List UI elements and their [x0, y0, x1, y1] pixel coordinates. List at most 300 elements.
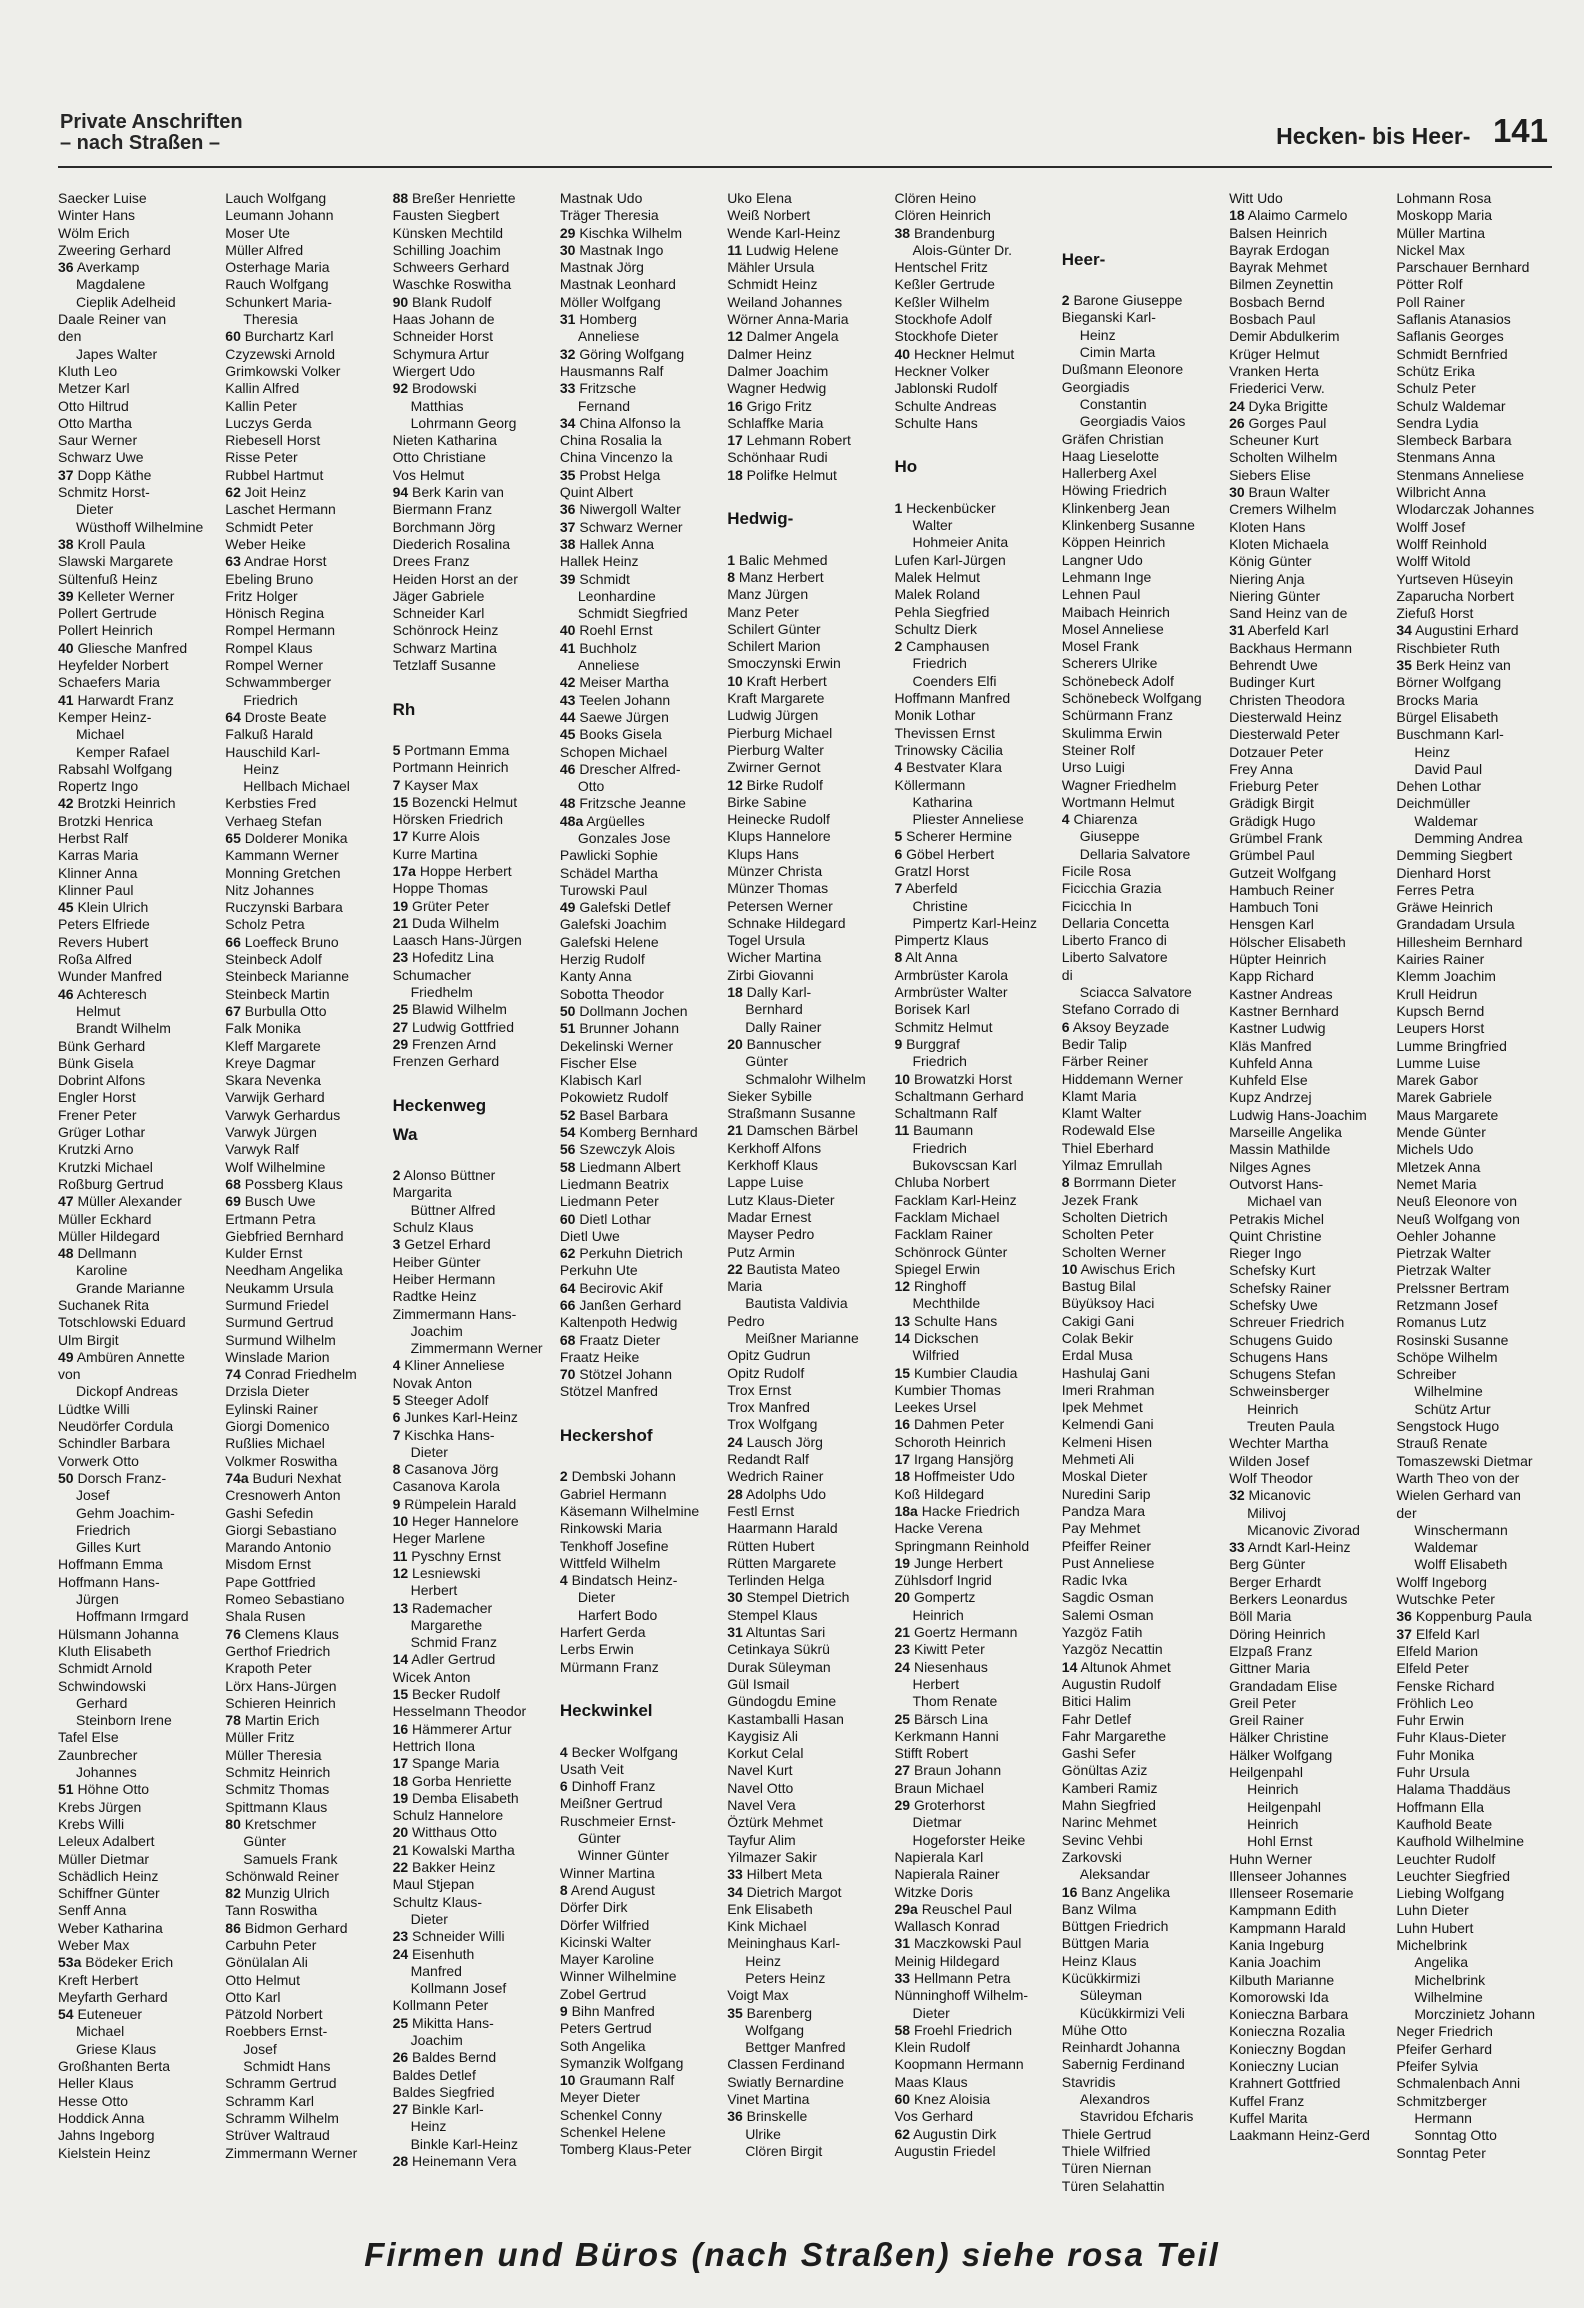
resident-entry: Baldes Siegfried: [392, 2083, 495, 2100]
resident-entry: Bilmen Zeynettin: [1229, 276, 1334, 293]
resident-entry: Treuten Paula: [1247, 1418, 1335, 1435]
resident-entry: Korkut Celal: [727, 1745, 804, 1762]
resident-entry: Slawski Margarete: [58, 553, 174, 570]
resident-entry: 15 Becker Rudolf: [392, 1686, 500, 1703]
resident-entry: Scholten Dietrich: [1061, 1208, 1168, 1225]
resident-entry: 50 Dollmann Jochen: [559, 1002, 688, 1019]
resident-entry: Nickel Max: [1396, 241, 1465, 258]
resident-entry: Mastnak Leonhard: [559, 276, 676, 293]
resident-entry: Schönhaar Rudi: [727, 449, 828, 466]
resident-entry: Kupz Andrzej: [1229, 1089, 1312, 1106]
resident-entry: Heiber Günter: [392, 1253, 481, 1270]
resident-entry: Radtke Heinz: [392, 1288, 477, 1305]
resident-entry: 35 Probst Helga: [559, 466, 661, 483]
house-number: 18: [727, 984, 743, 1001]
resident-entry: Needham Angelika: [225, 1262, 343, 1279]
house-number: 34: [1396, 622, 1412, 639]
resident-entry: 5 Portmann Emma: [392, 741, 510, 758]
resident-entry: Berger Erhardt: [1229, 1573, 1321, 1590]
resident-entry: Terlinden Helga: [727, 1572, 825, 1589]
resident-entry: Wittfeld Wilhelm: [559, 1554, 661, 1571]
resident-entry: 62 Augustin Dirk: [894, 2125, 997, 2142]
resident-entry: Imeri Rrahman: [1061, 1381, 1155, 1398]
resident-entry: Opitz Rudolf: [727, 1364, 805, 1381]
resident-entry: Straßmann Susanne: [727, 1105, 856, 1122]
resident-entry: Eylinski Rainer: [225, 1400, 318, 1417]
resident-entry: Yazgöz Fatih: [1061, 1624, 1143, 1641]
house-number: 17a: [392, 862, 416, 879]
resident-entry: Kücükkirmizi: [1061, 1969, 1141, 1986]
spacer: [393, 725, 556, 742]
resident-entry: Manz Jürgen: [727, 586, 809, 603]
house-number: 27: [894, 1762, 911, 1779]
house-number: 9: [559, 2002, 568, 2019]
resident-entry: Kreye Dagmar: [225, 1054, 316, 1071]
resident-entry: Saur Werner: [58, 432, 138, 449]
house-number: 23: [392, 949, 409, 966]
street-heading: Wa: [392, 1124, 418, 1144]
resident-entry: Oehler Johanne: [1396, 1227, 1497, 1244]
street-heading: Heckwinkel: [559, 1701, 653, 1721]
resident-entry: Kelmeni Hisen: [1061, 1433, 1153, 1450]
resident-entry: Facklam Rainer: [894, 1226, 993, 1243]
house-number: 48a: [559, 812, 584, 829]
resident-entry: Saflanis Georges: [1396, 328, 1504, 345]
resident-entry: Haag Lieselotte: [1061, 447, 1160, 464]
resident-entry: Galefski Joachim: [559, 916, 667, 933]
house-number: 11: [894, 1122, 910, 1139]
resident-entry: 66 Janßen Gerhard: [559, 1297, 682, 1313]
resident-entry: Kilbuth Marianne: [1229, 1971, 1335, 1988]
resident-entry: Pierburg Walter: [727, 741, 824, 758]
house-number: 36: [1396, 1608, 1412, 1625]
resident-entry: Komorowski Ida: [1229, 1988, 1329, 2005]
resident-entry: Vranken Herta: [1229, 362, 1319, 379]
resident-entry: Schmidt Peter: [225, 518, 314, 535]
resident-entry: Stempel Klaus: [727, 1606, 818, 1623]
house-number: 8: [1061, 1174, 1070, 1191]
resident-entry: Luczys Gerda: [225, 414, 312, 431]
street-heading: Rh: [392, 699, 416, 719]
resident-entry: Wolff Josef: [1396, 518, 1466, 535]
resident-entry: Keßler Gertrude: [894, 276, 995, 293]
resident-entry: Köppen Heinrich: [1061, 534, 1166, 551]
street-heading: Hedwig-: [727, 509, 794, 529]
resident-entry: Steinbeck Marianne: [225, 968, 350, 985]
resident-entry: 18a Hacke Friedrich: [894, 1502, 1020, 1519]
resident-entry: Krapoth Peter: [225, 1660, 312, 1677]
resident-entry: Giorgi Domenico: [225, 1418, 330, 1435]
resident-entry: Roßa Alfred: [58, 951, 132, 968]
house-number: 66: [225, 933, 241, 950]
resident-entry: Katharina: [912, 793, 973, 810]
resident-entry: 64 Droste Beate: [225, 708, 327, 725]
resident-entry: Künsken Mechtild: [392, 224, 504, 241]
resident-entry: Scheuner Kurt: [1229, 432, 1319, 449]
resident-entry: 2 Dembski Johann: [559, 1468, 676, 1485]
resident-entry: Müller Hildegard: [58, 1227, 160, 1244]
resident-entry: 58 Liedmann Albert: [559, 1158, 681, 1175]
house-number: 51: [58, 1781, 74, 1798]
resident-entry: Wagner Hedwig: [727, 380, 827, 397]
resident-entry: Christine: [912, 897, 968, 914]
resident-entry: Giorgi Sebastiano: [225, 1521, 337, 1538]
resident-entry: Hoddick Anna: [58, 2109, 145, 2126]
resident-entry: Parschauer Bernhard: [1396, 259, 1530, 276]
resident-entry: Pätzold Norbert: [225, 2006, 323, 2023]
resident-entry: Opitz Gudrun: [727, 1347, 811, 1364]
resident-entry: Schugens Hans: [1229, 1348, 1328, 1365]
resident-entry: Chluba Norbert: [894, 1174, 990, 1191]
resident-entry: 24 Eisenhuth: [392, 1945, 475, 1962]
resident-entry: Ziefuß Horst: [1396, 605, 1474, 622]
resident-entry: Kläs Manfred: [1229, 1037, 1312, 1054]
resident-entry: Wicek Anton: [392, 1668, 471, 1685]
resident-entry: Joachim: [410, 1322, 463, 1339]
resident-entry: Kemper Rafael: [76, 743, 170, 760]
resident-entry: Mosel Anneliese: [1061, 620, 1164, 637]
resident-entry: Klinner Paul: [58, 881, 134, 898]
resident-entry: Münzer Christa: [727, 862, 823, 879]
resident-entry: Kastner Andreas: [1229, 985, 1333, 1002]
resident-entry: Dienhard Horst: [1396, 864, 1491, 881]
resident-entry: Koß Hildegard: [894, 1485, 984, 1502]
resident-entry: 31 Altuntas Sari: [727, 1624, 826, 1641]
house-number: 24: [894, 1658, 911, 1675]
resident-entry: Döring Heinrich: [1229, 1625, 1326, 1642]
house-number: 6: [392, 1409, 401, 1426]
resident-entry: 7 Kayser Max: [392, 776, 479, 793]
house-number: 9: [392, 1495, 401, 1512]
resident-entry: Magdalene: [76, 276, 146, 293]
house-number: 14: [894, 1330, 911, 1346]
resident-entry: Gashi Sefer: [1061, 1745, 1136, 1762]
resident-entry: Schürmann Franz: [1061, 707, 1174, 724]
resident-entry: Hälker Christine: [1229, 1729, 1329, 1746]
resident-entry: 6 Aksoy Beyzade: [1061, 1018, 1170, 1035]
house-number: 4: [559, 1572, 568, 1589]
resident-entry: Öztürk Mehmet: [727, 1814, 823, 1831]
resident-entry: Stenmans Anna: [1396, 449, 1496, 466]
resident-entry: Kluth Elisabeth: [58, 1642, 152, 1659]
resident-entry: 41 Buchholz: [559, 639, 637, 656]
house-number: 23: [392, 1928, 409, 1945]
resident-entry: Schönrock Günter: [894, 1243, 1008, 1260]
resident-entry: Wolf Theodor: [1229, 1469, 1313, 1486]
resident-entry: Falk Monika: [225, 1020, 301, 1037]
resident-entry: Büttgen Maria: [1061, 1935, 1149, 1952]
resident-entry: Kelmendi Gani: [1061, 1416, 1154, 1433]
resident-entry: 88 Breßer Henriette: [392, 190, 516, 206]
resident-entry: 49 Ambüren Annette: [58, 1348, 185, 1365]
resident-entry: Mosel Frank: [1061, 638, 1139, 655]
resident-entry: Liedmann Beatrix: [559, 1175, 669, 1192]
directory-column-8: [1229, 190, 1392, 2202]
resident-entry: 37 Dopp Käthe: [58, 466, 152, 483]
resident-entry: Navel Vera: [727, 1797, 796, 1814]
resident-entry: Surmund Wilhelm: [225, 1331, 336, 1348]
resident-entry: Sonntag Peter: [1396, 2144, 1486, 2161]
house-number: 78: [225, 1712, 241, 1729]
resident-entry: Navel Kurt: [727, 1762, 793, 1779]
resident-entry: Kleff Margarete: [225, 1037, 321, 1054]
house-number: 32: [559, 345, 576, 362]
resident-entry: Mende Günter: [1396, 1124, 1486, 1141]
resident-entry: Schumacher: [392, 966, 472, 983]
street-range: Hecken- bis Heer-: [1276, 123, 1471, 149]
resident-entry: Angelika: [1414, 1954, 1469, 1971]
resident-entry: Dieter: [912, 2004, 950, 2021]
resident-entry: Diederich Rosalina: [392, 535, 511, 552]
resident-entry: Rompel Werner: [225, 657, 324, 674]
resident-entry: Luhn Dieter: [1396, 1902, 1469, 1919]
house-number: 8: [392, 1461, 401, 1478]
resident-entry: Sonntag Otto: [1414, 2127, 1497, 2144]
resident-entry: 14 Dickschen: [894, 1330, 979, 1346]
resident-entry: 52 Basel Barbara: [559, 1106, 669, 1123]
resident-entry: Erdal Musa: [1061, 1347, 1133, 1364]
resident-entry: Osterhage Maria: [225, 259, 330, 276]
house-number: 41: [559, 639, 576, 656]
resident-entry: Mechthilde: [912, 1295, 981, 1312]
resident-entry: 18 Gorba Henriette: [392, 1772, 512, 1789]
resident-entry: 8 Casanova Jörg: [392, 1461, 499, 1478]
resident-entry: Shala Rusen: [225, 1608, 306, 1625]
house-number: 34: [727, 1883, 743, 1900]
house-number: 9: [894, 1035, 903, 1052]
resident-entry: Konieczny Lucian: [1229, 2058, 1339, 2075]
resident-entry: Herzig Rudolf: [559, 951, 645, 968]
resident-entry: 31 Maczkowski Paul: [894, 1935, 1022, 1952]
resident-entry: 9 Burggraf: [894, 1035, 960, 1052]
resident-entry: Heinz Klaus: [1061, 1952, 1137, 1969]
street-heading: Heckershof: [559, 1426, 653, 1446]
resident-entry: Diesterwald Peter: [1229, 726, 1340, 743]
house-number: 46: [58, 985, 74, 1002]
resident-entry: Müller Fritz: [225, 1729, 295, 1746]
resident-entry: Portmann Heinrich: [392, 759, 509, 776]
resident-entry: Clören Heinrich: [894, 207, 991, 224]
resident-entry: Heckner Volker: [894, 362, 990, 379]
house-number: 11: [727, 241, 742, 258]
resident-entry: Quint Albert: [559, 484, 634, 501]
resident-entry: Kastner Bernhard: [1229, 1002, 1339, 1019]
resident-entry: Heilgenpahl: [1229, 1764, 1304, 1781]
resident-entry: 53a Bödeker Erich: [58, 1954, 174, 1971]
resident-entry: Schönebeck Wolfgang: [1061, 690, 1202, 707]
resident-entry: 27 Binkle Karl-: [392, 2101, 484, 2118]
resident-entry: 16 Hämmerer Artur: [392, 1720, 512, 1737]
resident-entry: Rischbieter Ruth: [1396, 639, 1500, 656]
resident-entry: Käsemann Wilhelmine: [559, 1502, 700, 1519]
resident-entry: Schymura Artur: [392, 345, 490, 362]
resident-entry: Biermann Franz: [392, 501, 493, 518]
resident-entry: Dieter: [577, 1589, 616, 1606]
resident-entry: Kaufhold Wilhelmine: [1396, 1833, 1524, 1850]
resident-entry: Monik Lothar: [894, 707, 976, 724]
resident-entry: Klein Rudolf: [894, 2039, 970, 2056]
resident-entry: Hoffmann Irmgard: [76, 1608, 189, 1625]
resident-entry: Ludwig Hans-Joachim: [1229, 1106, 1367, 1123]
footer-note: Firmen und Büros (nach Straßen) siehe rosa Teil: [364, 2236, 1220, 2273]
house-number: 18: [1229, 207, 1245, 224]
resident-entry: Demming Siegbert: [1396, 847, 1513, 864]
resident-entry: 49 Galefski Detlef: [559, 899, 671, 916]
resident-entry: 8 Borrmann Dieter: [1061, 1174, 1177, 1191]
resident-entry: Maul Stjepan: [392, 1876, 475, 1893]
resident-entry: Schenkel Helene: [559, 2124, 666, 2141]
house-number: 36: [58, 259, 74, 276]
resident-entry: Rodewald Else: [1061, 1122, 1156, 1139]
resident-entry: Zaunbrecher: [58, 1746, 138, 1763]
resident-entry: Dalmer Joachim: [727, 362, 829, 379]
resident-entry: Schöpe Wilhelm: [1396, 1348, 1498, 1365]
resident-entry: Kerbsties Fred: [225, 795, 317, 812]
resident-entry: Grandadam Ursula: [1396, 916, 1515, 933]
resident-entry: Sültenfuß Heinz: [58, 570, 158, 587]
resident-entry: Turowski Paul: [559, 881, 648, 898]
resident-entry: 35 Berk Heinz van: [1396, 657, 1511, 674]
resident-entry: Friedrich: [76, 1521, 131, 1538]
house-number: 10: [1061, 1260, 1078, 1277]
resident-entry: 28 Heinemann Vera: [392, 2153, 517, 2170]
directory-column-5: [727, 190, 890, 2202]
house-number: 38: [894, 224, 911, 241]
resident-entry: 4 Chiarenza: [1061, 811, 1138, 828]
resident-entry: Kraft Margarete: [727, 690, 825, 707]
resident-entry: 45 Books Gisela: [559, 726, 662, 743]
resident-entry: Falkuß Harald: [225, 726, 314, 743]
resident-entry: Hoppe Thomas: [392, 880, 489, 897]
house-number: 17: [727, 432, 743, 449]
house-number: 92: [392, 380, 409, 397]
resident-entry: Wutschke Peter: [1396, 1591, 1495, 1608]
resident-entry: 24 Dyka Brigitte: [1229, 397, 1328, 414]
resident-entry: Winner Günter: [577, 1847, 669, 1864]
resident-entry: Kanty Anna: [559, 968, 632, 985]
resident-entry: Ertmann Petra: [225, 1210, 316, 1227]
resident-entry: Winslade Marion: [225, 1348, 330, 1365]
resident-entry: Michels Udo: [1396, 1141, 1474, 1158]
resident-entry: Schramm Karl: [225, 2092, 314, 2109]
resident-entry: 17 Kurre Alois: [392, 828, 480, 845]
house-number: 16: [392, 1720, 409, 1737]
resident-entry: 34 China Alfonso la: [559, 414, 681, 431]
resident-entry: Bayrak Erdogan: [1229, 241, 1330, 258]
resident-entry: Fernand: [577, 397, 631, 414]
resident-entry: Scholten Peter: [1061, 1226, 1154, 1243]
house-number: 49: [58, 1348, 74, 1365]
resident-entry: Mehmeti Ali: [1061, 1451, 1135, 1468]
house-number: 68: [225, 1175, 241, 1192]
resident-entry: Brandt Wilhelm: [76, 1020, 171, 1037]
house-number: 21: [392, 1841, 409, 1858]
house-number: 40: [894, 345, 911, 362]
resident-entry: 6 Junkes Karl-Heinz: [392, 1409, 518, 1426]
resident-entry: Rosinski Susanne: [1396, 1331, 1509, 1348]
resident-entry: Wolff Witold: [1396, 553, 1471, 570]
resident-entry: 11 Ludwig Helene: [727, 241, 839, 258]
house-number: 19: [392, 1789, 409, 1806]
resident-entry: Kania Joachim: [1229, 1954, 1321, 1971]
directory-column-4: [560, 190, 723, 2202]
resident-entry: Gittner Maria: [1229, 1660, 1310, 1677]
house-number: 54: [559, 1124, 576, 1141]
resident-entry: Dellaria Concetta: [1061, 914, 1170, 931]
resident-entry: 6 Göbel Herbert: [894, 845, 995, 862]
resident-entry: Klups Hans: [727, 845, 799, 862]
resident-entry: Mastnak Jörg: [559, 259, 644, 276]
resident-entry: Peters Heinz: [745, 1969, 826, 1986]
resident-entry: Galefski Helene: [559, 933, 659, 950]
resident-entry: Schieren Heinrich: [225, 1694, 336, 1711]
resident-entry: Büttgen Friedrich: [1061, 1918, 1169, 1935]
spacer: [1062, 207, 1225, 224]
resident-entry: China Rosalia la: [559, 432, 662, 449]
resident-entry: Heinz: [1414, 743, 1451, 760]
house-number: 4: [894, 759, 903, 776]
resident-entry: Schwarz Martina: [392, 639, 497, 656]
resident-entry: 24 Lausch Jörg: [727, 1433, 823, 1450]
house-number: 38: [58, 535, 74, 552]
resident-entry: Meyfarth Gerhard: [58, 1988, 168, 2005]
resident-entry: 69 Busch Uwe: [225, 1193, 316, 1210]
resident-entry: Lerbs Erwin: [559, 1641, 634, 1658]
resident-entry: Weiland Johannes: [727, 293, 843, 310]
spacer: [560, 1676, 723, 1693]
resident-entry: Casanova Karola: [392, 1478, 500, 1495]
resident-entry: Karras Maria: [58, 847, 139, 864]
resident-entry: Schulte Hans: [894, 414, 978, 431]
resident-entry: Schnake Hildegard: [727, 914, 846, 931]
resident-entry: Leupers Horst: [1396, 1020, 1485, 1037]
resident-entry: Enk Elisabeth: [727, 1900, 813, 1917]
resident-entry: Mahn Siegfried: [1061, 1797, 1156, 1814]
resident-entry: Daale Reiner van: [58, 311, 167, 328]
resident-entry: Kamberi Ramiz: [1061, 1779, 1158, 1796]
house-number: 15: [392, 793, 409, 810]
resident-entry: Milivoj: [1247, 1504, 1286, 1521]
header-left: [60, 112, 243, 154]
resident-entry: Samuels Frank: [243, 1850, 338, 1867]
resident-entry: 15 Bozencki Helmut: [392, 793, 518, 810]
house-number: 31: [559, 311, 576, 328]
resident-entry: Hoffmann Manfred: [894, 690, 1011, 707]
resident-entry: 40 Roehl Ernst: [559, 622, 653, 639]
resident-entry: 30 Mastnak Ingo: [559, 241, 664, 258]
house-number: 15: [392, 1686, 409, 1703]
resident-entry: Schmidt Heinz: [727, 276, 818, 293]
house-number: 24: [1229, 397, 1245, 414]
house-number: 35: [559, 466, 576, 483]
resident-entry: 48 Fritzsche Jeanne: [559, 795, 686, 812]
resident-entry: Wolff Reinhold: [1396, 535, 1487, 552]
resident-entry: Frey Anna: [1229, 760, 1293, 777]
resident-entry: Mayser Pedro: [727, 1226, 815, 1243]
resident-entry: Liberto Salvatore: [1061, 949, 1168, 966]
house-number: 30: [559, 241, 576, 258]
resident-entry: Hallek Heinz: [559, 553, 639, 570]
resident-entry: Dekelinski Werner: [559, 1037, 674, 1054]
resident-entry: Fischer Else: [559, 1054, 637, 1071]
resident-entry: der: [1396, 1504, 1417, 1521]
resident-entry: Kielstein Heinz: [58, 2144, 151, 2161]
house-number: 56: [559, 1141, 576, 1158]
resident-entry: 8 Arend August: [559, 1881, 655, 1898]
resident-entry: di: [1061, 966, 1073, 983]
resident-entry: Niering Anja: [1229, 570, 1305, 587]
resident-entry: Träger Theresia: [559, 207, 659, 224]
